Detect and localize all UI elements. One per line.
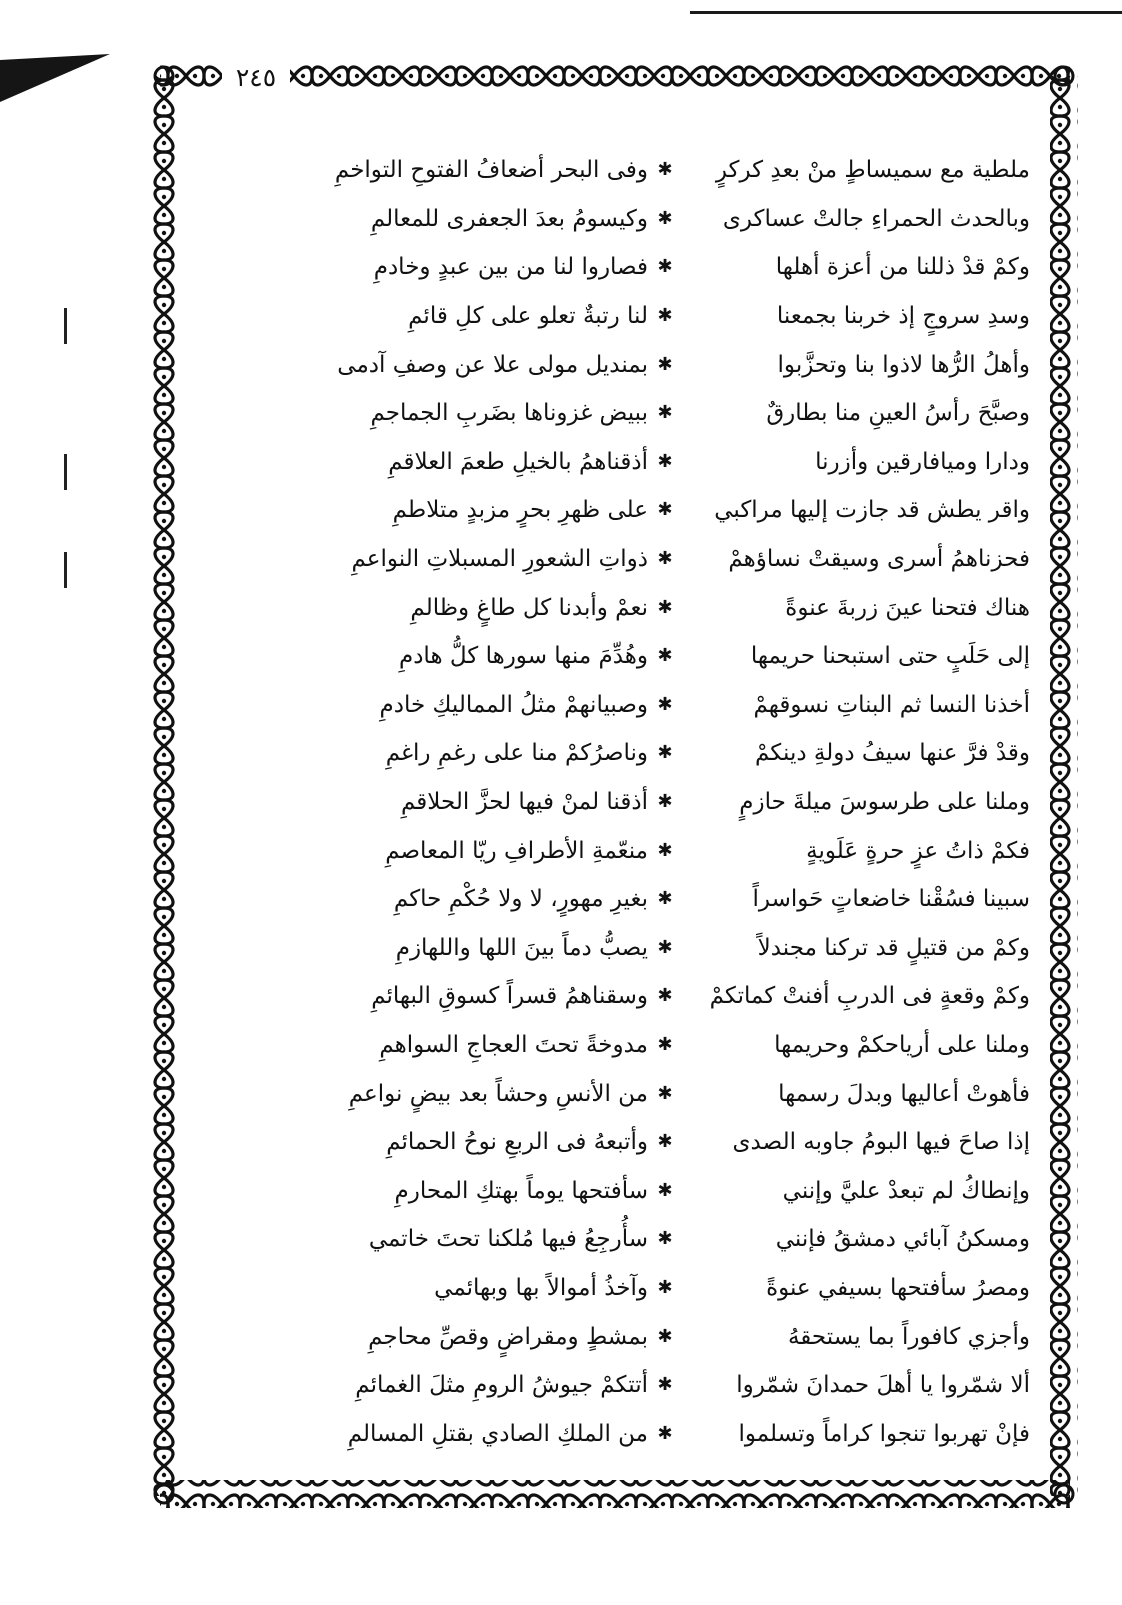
verse-second-hemistich: سأفتحها يوماً بهتكِ المحارمِ [394, 1177, 648, 1204]
verse-first-hemistich: وبالحدث الحمراءِ جالتْ عساكرى [722, 205, 1030, 232]
verse-first-hemistich: وملنا على أرياحكمْ وحريمها [774, 1031, 1030, 1058]
top-edge-rule [690, 11, 1122, 14]
verse-second-hemistich: أذقناهمُ بالخيلِ طعمَ العلاقمِ [388, 448, 648, 475]
verse-line [300, 1361, 1030, 1410]
verse-second-hemistich: على ظهرِ بحرٍ مزبدٍ متلاطمِ [392, 497, 648, 524]
hemistich-separator-star: ✱ [657, 499, 673, 521]
verse-line [300, 632, 1030, 681]
verse-line [300, 486, 1030, 535]
verse-first-hemistich: ومسكنُ آبائي دمشقُ فإنني [775, 1226, 1030, 1253]
verse-line [300, 1118, 1030, 1167]
verse-line [300, 389, 1030, 438]
verse-line [300, 826, 1030, 875]
hemistich-separator-star: ✱ [657, 450, 673, 472]
verse-second-hemistich: منعّمةِ الأطرافِ ريّا المعاصمِ [385, 837, 648, 864]
verse-second-hemistich: يصبُّ دماً بينَ اللها واللهازمِ [395, 934, 648, 961]
hemistich-separator-star: ✱ [657, 791, 673, 813]
margin-tick [64, 454, 67, 490]
verse-first-hemistich: وكمْ من قتيلٍ قد تركنا مجندلاً [757, 934, 1030, 961]
hemistich-separator-star: ✱ [657, 1179, 673, 1201]
verse-second-hemistich: وصبيانهمْ مثلُ المماليكِ خادمِ [379, 691, 648, 718]
verse-first-hemistich: أخذنا النسا ثم البناتِ نسوقهمْ [753, 691, 1030, 718]
hemistich-separator-star: ✱ [657, 1422, 673, 1444]
verse-first-hemistich: وأجزي كافوراً بما يستحقهُ [787, 1323, 1030, 1350]
verse-line [300, 1264, 1030, 1313]
hemistich-separator-star: ✱ [657, 1131, 673, 1153]
verse-first-hemistich: ألا شمّروا يا أهلَ حمدانَ شمّروا [736, 1372, 1030, 1399]
verse-line [300, 1409, 1030, 1458]
hemistich-separator-star: ✱ [657, 207, 673, 229]
verse-second-hemistich: ببيض غزوناها بضَربِ الجماجمِ [370, 400, 648, 427]
verse-first-hemistich: فكمْ ذاتُ عزٍ حرةٍ عَلَويةٍ [806, 837, 1030, 864]
verse-second-hemistich: بغيرِ مهورٍ، لا ولا حُكْمِ حاكمِ [393, 886, 648, 913]
verse-first-hemistich: إذا صاحَ فيها البومُ جاوبه الصدى [732, 1129, 1030, 1156]
verse-second-hemistich: من الأنسِ وحشاً بعد بيضٍ نواعمِ [348, 1080, 648, 1107]
verse-second-hemistich: نعمْ وأبدنا كل طاغٍ وظالمِ [410, 594, 648, 621]
hemistich-separator-star: ✱ [657, 839, 673, 861]
verse-first-hemistich: وأهلُ الرُّها لاذوا بنا وتحزَّبوا [777, 351, 1030, 378]
verse-second-hemistich: بمنديل مولى علا عن وصفِ آدمى [337, 351, 648, 378]
verse-first-hemistich: إلى حَلَبٍ حتى استبحنا حريمها [750, 643, 1030, 670]
verse-line [300, 924, 1030, 973]
hemistich-separator-star: ✱ [657, 353, 673, 375]
hemistich-separator-star: ✱ [657, 1325, 673, 1347]
verse-first-hemistich: ومصرُ سأفتحها بسيفي عنوةً [766, 1274, 1030, 1301]
hemistich-separator-star: ✱ [657, 985, 673, 1007]
verse-first-hemistich: وسدِ سروجٍ إذ خربنا بجمعنا [776, 303, 1030, 330]
hemistich-separator-star: ✱ [657, 888, 673, 910]
hemistich-separator-star: ✱ [657, 256, 673, 278]
hemistich-separator-star: ✱ [657, 936, 673, 958]
verse-first-hemistich: وملنا على طرسوسَ ميلةَ حازمٍ [739, 789, 1030, 816]
verse-line [300, 340, 1030, 389]
verse-second-hemistich: وسقناهمُ قسراً كسوقِ البهائمِ [371, 983, 648, 1010]
verse-second-hemistich: من الملكِ الصادي بقتلِ المسالمِ [347, 1420, 648, 1447]
verse-line [300, 292, 1030, 341]
verse-second-hemistich: مدوخةً تحتَ العجاجِ السواهمِ [379, 1031, 648, 1058]
page-number: ٢٤٥ [222, 62, 290, 94]
verse-second-hemistich: سأُرجِعُ فيها مُلكنا تحتَ خاتمي [368, 1226, 648, 1253]
poem-body [300, 146, 1030, 1458]
verse-second-hemistich: ذواتِ الشعورِ المسبلاتِ النواعمِ [351, 546, 648, 573]
verse-first-hemistich: ملطية مع سميساطٍ منْ بعدِ كركرٍ [715, 157, 1030, 184]
verse-second-hemistich: وكيسومُ بعدَ الجعفرى للمعالمِ [370, 205, 648, 232]
verse-first-hemistich: واقر يطش قد جازت إليها مراكبي [714, 497, 1030, 524]
hemistich-separator-star: ✱ [657, 645, 673, 667]
verse-second-hemistich: وفى البحر أضعافُ الفتوحِ التواخمِ [334, 157, 648, 184]
hemistich-separator-star: ✱ [657, 1033, 673, 1055]
hemistich-separator-star: ✱ [657, 402, 673, 424]
verse-second-hemistich: لنا رتبةٌ تعلو على كلِ قائمِ [408, 303, 648, 330]
verse-line [300, 681, 1030, 730]
verse-line [300, 1166, 1030, 1215]
verse-second-hemistich: فصاروا لنا من بين عبدٍ وخادمِ [373, 254, 648, 281]
verse-first-hemistich: ودارا وميافارقين وأزرنا [815, 448, 1030, 475]
verse-first-hemistich: وكمْ قدْ ذللنا من أعزة أهلها [775, 254, 1030, 281]
verse-line [300, 535, 1030, 584]
verse-line [300, 778, 1030, 827]
verse-first-hemistich: وصبَّحَ رأسُ العينِ منا بطارقٌ [766, 400, 1030, 427]
hemistich-separator-star: ✱ [657, 305, 673, 327]
margin-tick [64, 552, 67, 588]
verse-line [300, 1312, 1030, 1361]
verse-line [300, 438, 1030, 487]
verse-second-hemistich: وهُدِّمَ منها سورها كلُّ هادمِ [398, 643, 648, 670]
verse-second-hemistich: وأتبعهُ فى الربعِ نوحُ الحمائمِ [386, 1129, 648, 1156]
verse-first-hemistich: وإنطاكُ لم تبعدْ عليَّ وإنني [782, 1177, 1030, 1204]
verse-second-hemistich: وناصرُكمْ منا على رغمِ راغمِ [385, 740, 648, 767]
verse-second-hemistich: بمشطٍ ومقراضٍ وقصِّ محاجمِ [368, 1323, 648, 1350]
hemistich-separator-star: ✱ [657, 1276, 673, 1298]
margin-tick [64, 308, 67, 344]
verse-line [300, 583, 1030, 632]
verse-line [300, 1021, 1030, 1070]
hemistich-separator-star: ✱ [657, 693, 673, 715]
verse-second-hemistich: وآخذُ أموالاً بها وبهائمي [434, 1274, 648, 1301]
verse-first-hemistich: فأهوتْ أعاليها وبدلَ رسمها [778, 1080, 1030, 1107]
hemistich-separator-star: ✱ [657, 596, 673, 618]
hemistich-separator-star: ✱ [657, 742, 673, 764]
verse-first-hemistich: سبينا فسُقْنا خاضعاتٍ حَواسراً [752, 886, 1030, 913]
verse-line [300, 243, 1030, 292]
verse-first-hemistich: وقدْ فرَّ عنها سيفُ دولةِ دينكمْ [755, 740, 1030, 767]
verse-line [300, 729, 1030, 778]
verse-line [300, 972, 1030, 1021]
verse-line [300, 195, 1030, 244]
verse-second-hemistich: أتتكمْ جيوشُ الرومِ مثلَ الغمائمِ [355, 1372, 648, 1399]
verse-second-hemistich: أذقنا لمنْ فيها لحزَّ الحلاقمِ [401, 789, 648, 816]
hemistich-separator-star: ✱ [657, 548, 673, 570]
verse-first-hemistich: وكمْ وقعةٍ فى الدربِ أفنتْ كماتكمْ [709, 983, 1030, 1010]
verse-line [300, 875, 1030, 924]
hemistich-separator-star: ✱ [657, 1082, 673, 1104]
hemistich-separator-star: ✱ [657, 1228, 673, 1250]
verse-line [300, 1215, 1030, 1264]
verse-first-hemistich: فحزناهمُ أسرى وسيقتْ نساؤهمْ [728, 546, 1030, 573]
hemistich-separator-star: ✱ [657, 1374, 673, 1396]
corner-printer-mark [0, 52, 112, 108]
verse-first-hemistich: هناك فتحنا عينَ زربةَ عنوةً [785, 594, 1030, 621]
verse-line [300, 146, 1030, 195]
verse-first-hemistich: فإنْ تهربوا تنجوا كراماً وتسلموا [738, 1420, 1030, 1447]
verse-line [300, 1069, 1030, 1118]
hemistich-separator-star: ✱ [657, 159, 673, 181]
